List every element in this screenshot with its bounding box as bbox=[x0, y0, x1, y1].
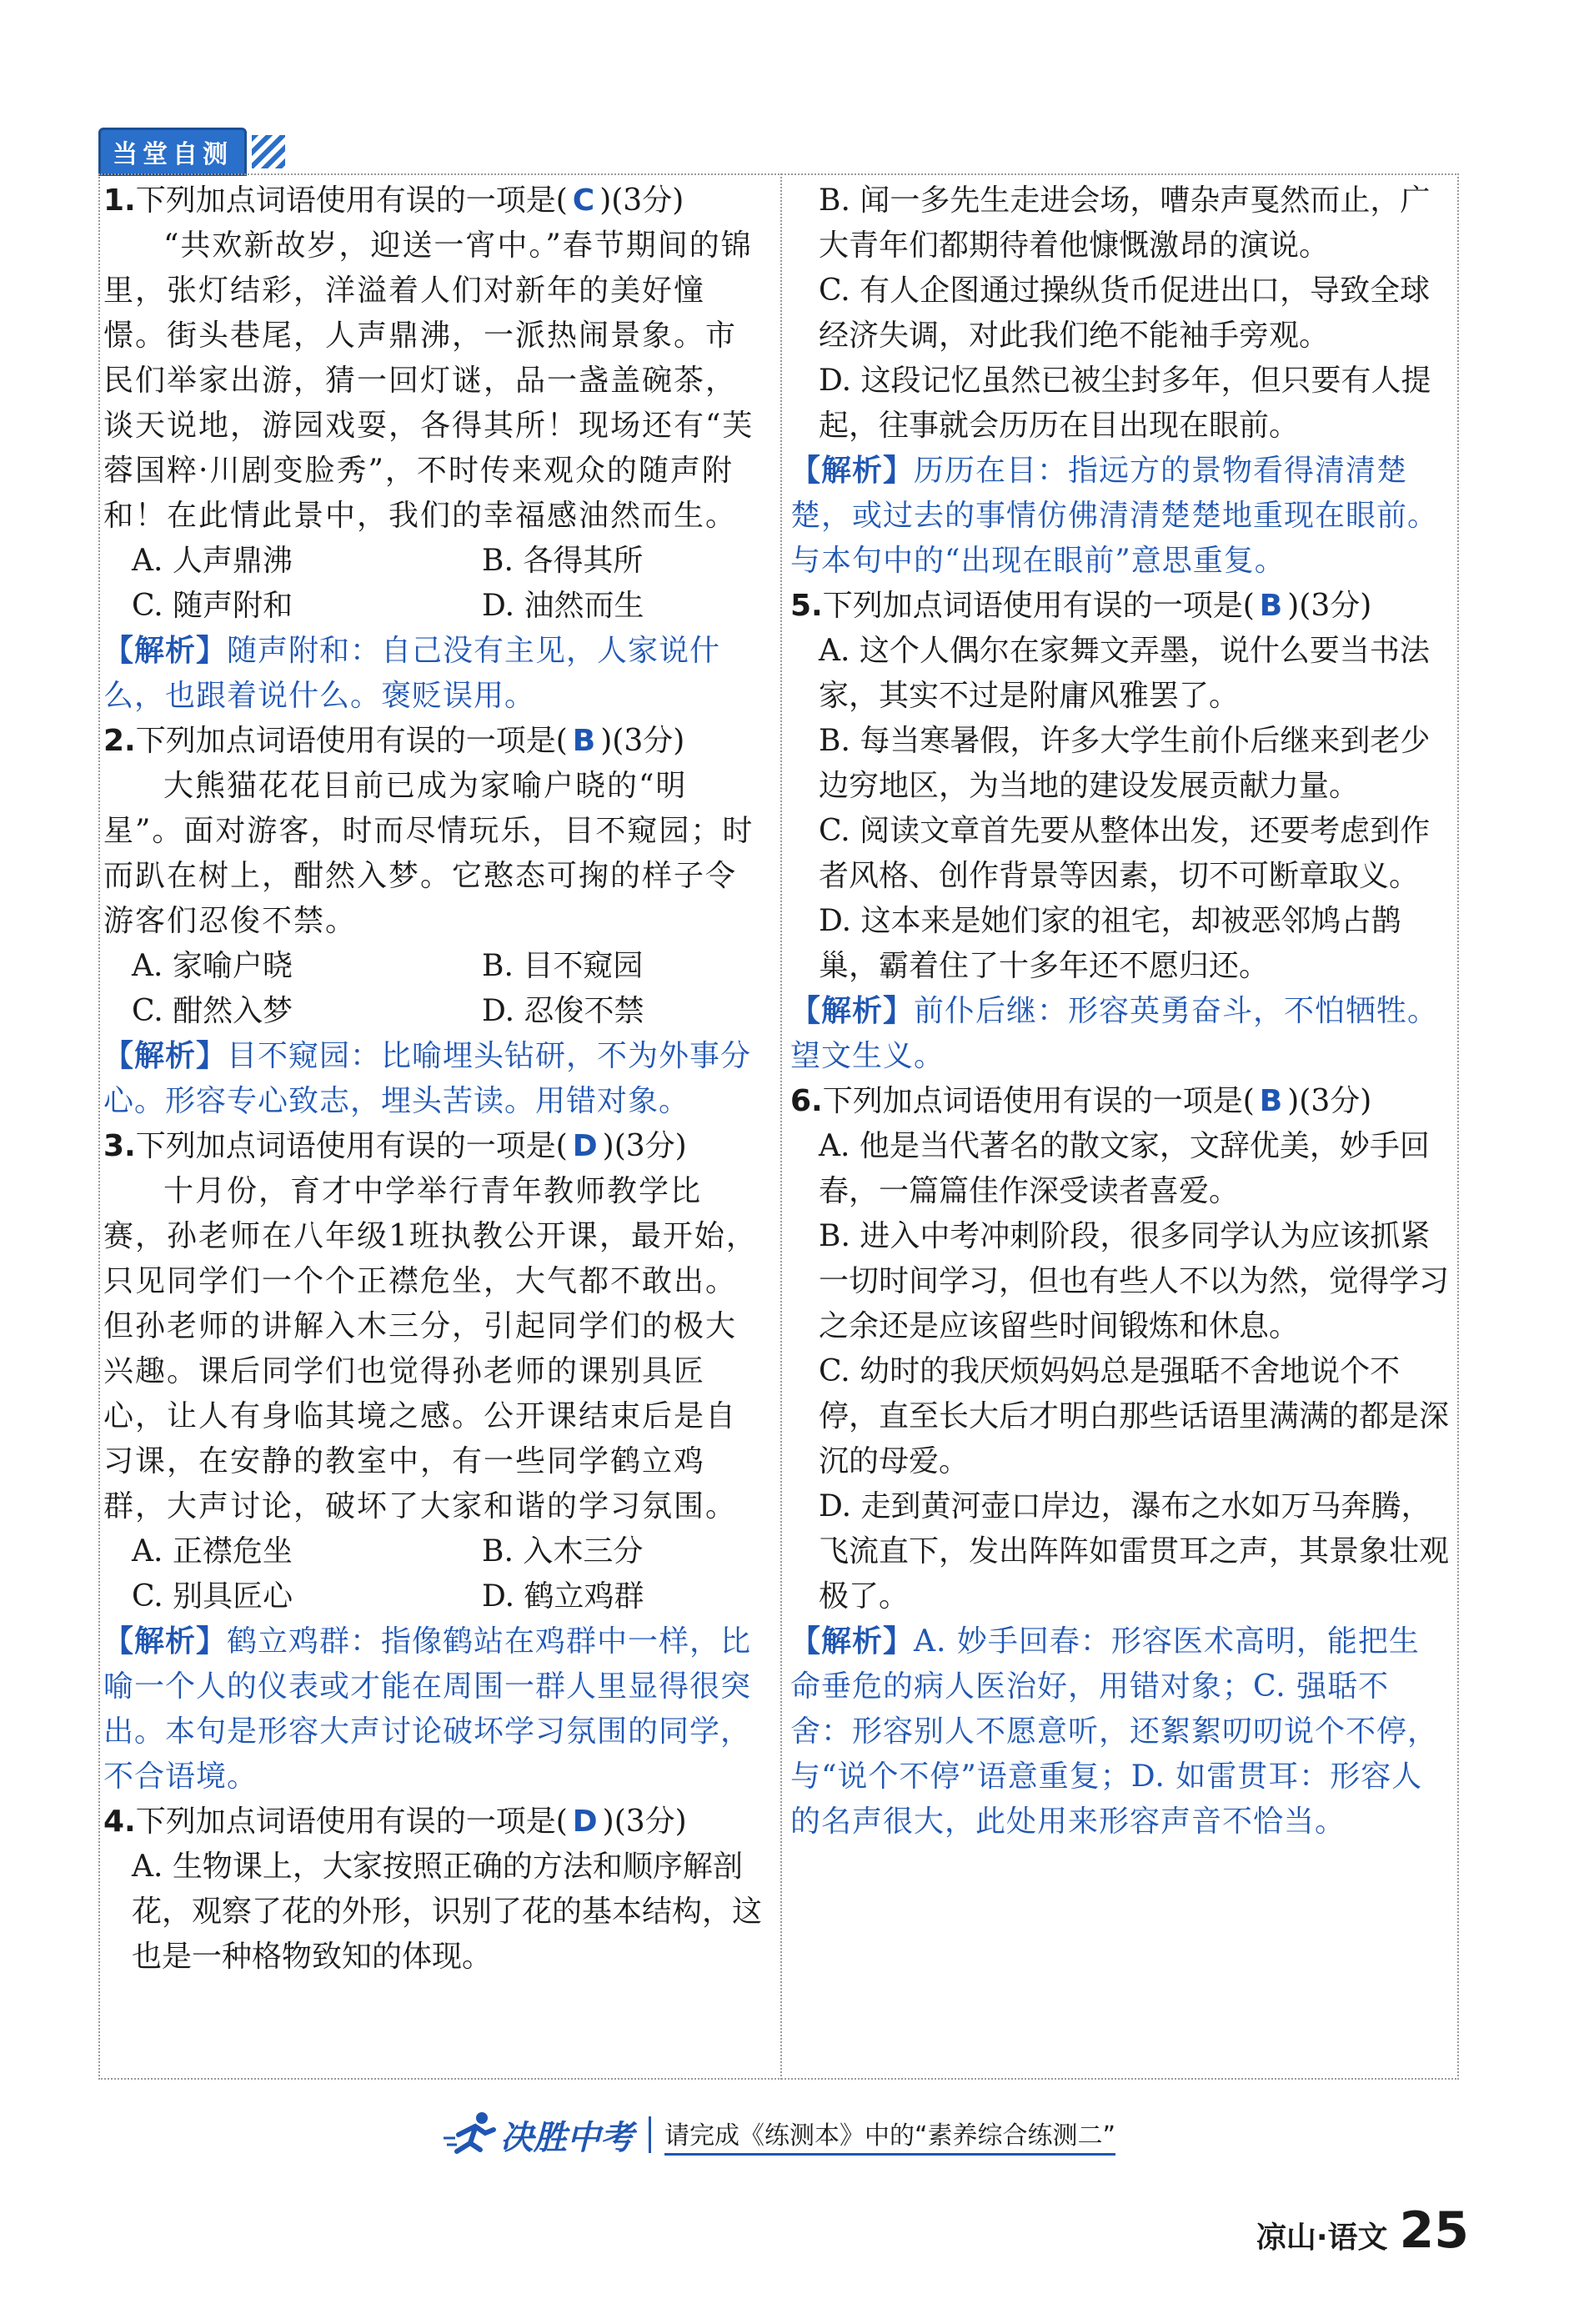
option-c: C. 别具匠心 bbox=[132, 1579, 293, 1614]
option-d: D. 鹤立鸡群 bbox=[482, 1579, 644, 1614]
section-tab-label: 当堂自测 bbox=[98, 128, 247, 176]
answer-choice: B bbox=[1259, 1084, 1283, 1118]
analysis bbox=[790, 989, 1449, 1079]
column-divider bbox=[780, 173, 782, 2080]
option-b: B. 入木三分 bbox=[482, 1534, 644, 1569]
analysis-tag: 【解析】 bbox=[790, 454, 915, 488]
question-4 bbox=[103, 1799, 762, 1980]
option-a: A. 家喻户晓 bbox=[132, 949, 293, 983]
question-3 bbox=[103, 1124, 762, 1799]
answer-choice: B bbox=[572, 724, 596, 758]
score-text: )(3分) bbox=[602, 1804, 687, 1839]
stem-text: 下列加点词语使用有误的一项是( bbox=[822, 1084, 1255, 1118]
stem-text: 下列加点词语使用有误的一项是( bbox=[822, 589, 1255, 623]
stem-text: 下列加点词语使用有误的一项是( bbox=[135, 724, 568, 758]
question-stem bbox=[790, 584, 1449, 629]
analysis-tag: 【解析】 bbox=[790, 994, 915, 1028]
question-number: 3. bbox=[103, 1129, 136, 1163]
stem-text: 下列加点词语使用有误的一项是( bbox=[135, 1804, 568, 1839]
analysis bbox=[103, 1619, 762, 1799]
question-6 bbox=[790, 1079, 1449, 1845]
question-number: 6. bbox=[790, 1084, 823, 1118]
right-column bbox=[790, 178, 1449, 1845]
stem-text: 下列加点词语使用有误的一项是( bbox=[135, 1129, 568, 1163]
option-d: D. 走到黄河壶口岸边，瀑布之水如万马奔腾，飞流直下，发出阵阵如雷贯耳之声，其景象壮观极了。 bbox=[819, 1489, 1450, 1614]
score-text: )(3分) bbox=[1287, 589, 1372, 623]
analysis-text: 前仆后继：形容英勇奋斗，不怕牺牲。望文生义。 bbox=[790, 994, 1439, 1073]
question-4-continued bbox=[790, 178, 1449, 584]
score-text: )(3分) bbox=[1287, 1084, 1372, 1118]
option-a: A. 这个人偶尔在家舞文弄墨，说什么要当书法家，其实不过是附庸风雅罢了。 bbox=[819, 634, 1430, 713]
page-number: 25 bbox=[1399, 2201, 1469, 2260]
question-number: 2. bbox=[103, 724, 136, 758]
question-stem bbox=[103, 1124, 762, 1169]
passage: “共欢新故岁，迎送一宵中。”春节期间的锦里，张灯结彩，洋溢着人们对新年的美好憧憬。街头巷尾，人声鼎沸，一派热闹景象。市民们举家出游，猜一回灯谜，品一盏盖碗茶，谈天说地，游园戏耍，各得其所！现场还有“芙蓉国粹·川剧变脸秀”，不时传来观众的随声附和！在此情此景中，我们的幸福感油然而生。 bbox=[103, 228, 754, 533]
question-stem bbox=[103, 719, 762, 764]
analysis-tag: 【解析】 bbox=[790, 1624, 915, 1659]
analysis bbox=[790, 1619, 1449, 1845]
analysis-tag: 【解析】 bbox=[103, 1624, 228, 1659]
option-d: D. 这本来是她们家的祖宅，却被恶邻鸠占鹊巢，霸着住了十多年还不愿归还。 bbox=[819, 904, 1401, 983]
brand-name: 决胜中考 bbox=[500, 2118, 634, 2157]
question-stem bbox=[790, 1079, 1449, 1124]
question-stem bbox=[103, 178, 762, 223]
option-a: A. 他是当代著名的散文家，文辞优美，妙手回春，一篇篇佳作深受读者喜爱。 bbox=[819, 1129, 1430, 1208]
analysis bbox=[790, 449, 1449, 584]
question-2 bbox=[103, 719, 762, 1124]
footer-separator bbox=[649, 2116, 651, 2153]
analysis-text: 随声附和：自己没有主见，人家说什么，也跟着说什么。褒贬误用。 bbox=[103, 634, 721, 713]
score-text: )(3分) bbox=[602, 1129, 687, 1163]
question-number: 5. bbox=[790, 589, 823, 623]
option-c: C. 酣然入梦 bbox=[132, 994, 293, 1028]
option-b: B. 目不窥园 bbox=[482, 949, 644, 983]
question-1 bbox=[103, 178, 762, 719]
runner-icon bbox=[442, 2110, 500, 2160]
answer-choice: D bbox=[572, 1804, 598, 1839]
analysis-text: 鹤立鸡群：指像鹤站在鸡群中一样，比喻一个人的仪表或才能在周围一群人里显得很突出。本句是形容大声讨论破坏学习氛围的同学，不合语境。 bbox=[103, 1624, 752, 1794]
options-grid bbox=[103, 1529, 762, 1619]
option-d: D. 油然而生 bbox=[482, 589, 644, 623]
stem-text: 下列加点词语使用有误的一项是( bbox=[135, 183, 568, 218]
region-subject: 凉山·语文 bbox=[1256, 2221, 1388, 2255]
option-a: A. 正襟危坐 bbox=[132, 1534, 293, 1569]
analysis bbox=[103, 629, 762, 719]
stripe-decoration bbox=[252, 135, 285, 168]
question-number: 4. bbox=[103, 1804, 136, 1839]
option-b: B. 各得其所 bbox=[482, 544, 644, 578]
page-label bbox=[1256, 2201, 1469, 2260]
analysis-text: 历历在目：指远方的景物看得清清楚楚，或过去的事情仿佛清清楚楚地重现在眼前。与本句中的“出现在眼前”意思重复。 bbox=[790, 454, 1439, 578]
option-a: A. 生物课上，大家按照正确的方法和顺序解剖花，观察了花的外形，识别了花的基本结构，这也是一种格物致知的体现。 bbox=[132, 1850, 763, 1974]
footer-banner bbox=[442, 2110, 1125, 2160]
option-b: B. 闻一多先生走进会场，嘈杂声戛然而止，广大青年们都期待着他慷慨激昂的演说。 bbox=[819, 183, 1431, 263]
analysis-text: A. 妙手回春：形容医术高明，能把生命垂危的病人医治好，用错对象；C. 强聒不舍：形容别人不愿意听，还絮絮叨叨说个不停，与“说个不停”语意重复；D. 如雷贯耳：形容人的名声很大，此处用来形容声音不恰当。 bbox=[790, 1624, 1439, 1839]
question-5 bbox=[790, 584, 1449, 1079]
option-b: B. 每当寒暑假，许多大学生前仆后继来到老少边穷地区，为当地的建设发展贡献力量。 bbox=[819, 724, 1431, 803]
score-text: )(3分) bbox=[599, 183, 684, 218]
answer-choice: D bbox=[572, 1129, 598, 1163]
question-stem bbox=[103, 1799, 762, 1845]
option-a: A. 人声鼎沸 bbox=[132, 544, 293, 578]
passage: 十月份，育才中学举行青年教师教学比赛，孙老师在八年级1班执教公开课，最开始，只见同学们一个个正襟危坐，大气都不敢出。但孙老师的讲解入木三分，引起同学们的极大兴趣。课后同学们也觉得孙老师的课别具匠心，让人有身临其境之感。公开课结束后是自习课，在安静的教室中，有一些同学鹤立鸡群，大声讨论，破坏了大家和谐的学习氛围。 bbox=[103, 1174, 758, 1523]
passage: 大熊猫花花目前已成为家喻户晓的“明星”。面对游客，时而尽情玩乐，目不窥园；时而趴在树上，酣然入梦。它憨态可掬的样子令游客们忍俊不禁。 bbox=[103, 769, 754, 938]
option-c: C. 有人企图通过操纵货币促进出口，导致全球经济失调，对此我们绝不能袖手旁观。 bbox=[819, 274, 1431, 353]
section-header bbox=[98, 130, 290, 173]
footer-instruction: 请完成《练测本》中的“素养综合练测二” bbox=[664, 2115, 1115, 2156]
options-grid bbox=[103, 539, 762, 629]
analysis-tag: 【解析】 bbox=[103, 1039, 228, 1073]
analysis bbox=[103, 1034, 762, 1124]
option-c: C. 幼时的我厌烦妈妈总是强聒不舍地说个不停，直至长大后才明白那些话语里满满的都是深沉的母爱。 bbox=[819, 1354, 1450, 1478]
option-d: D. 这段记忆虽然已被尘封多年，但只要有人提起，往事就会历历在目出现在眼前。 bbox=[819, 364, 1431, 443]
analysis-text: 目不窥园：比喻埋头钻研，不为外事分心。形容专心致志，埋头苦读。用错对象。 bbox=[103, 1039, 752, 1118]
analysis-tag: 【解析】 bbox=[103, 634, 228, 668]
option-d: D. 忍俊不禁 bbox=[482, 994, 644, 1028]
answer-choice: B bbox=[1259, 589, 1283, 623]
option-c: C. 随声附和 bbox=[132, 589, 293, 623]
score-text: )(3分) bbox=[600, 724, 685, 758]
options-grid bbox=[103, 944, 762, 1034]
question-number: 1. bbox=[103, 183, 136, 218]
option-b: B. 进入中考冲刺阶段，很多同学认为应该抓紧一切时间学习，但也有些人不以为然，觉得学习之余还是应该留些时间锻炼和休息。 bbox=[819, 1219, 1450, 1343]
answer-choice: C bbox=[572, 183, 595, 218]
option-c: C. 阅读文章首先要从整体出发，还要考虑到作者风格、创作背景等因素，切不可断章取义。 bbox=[819, 814, 1431, 893]
left-column bbox=[103, 178, 762, 1980]
